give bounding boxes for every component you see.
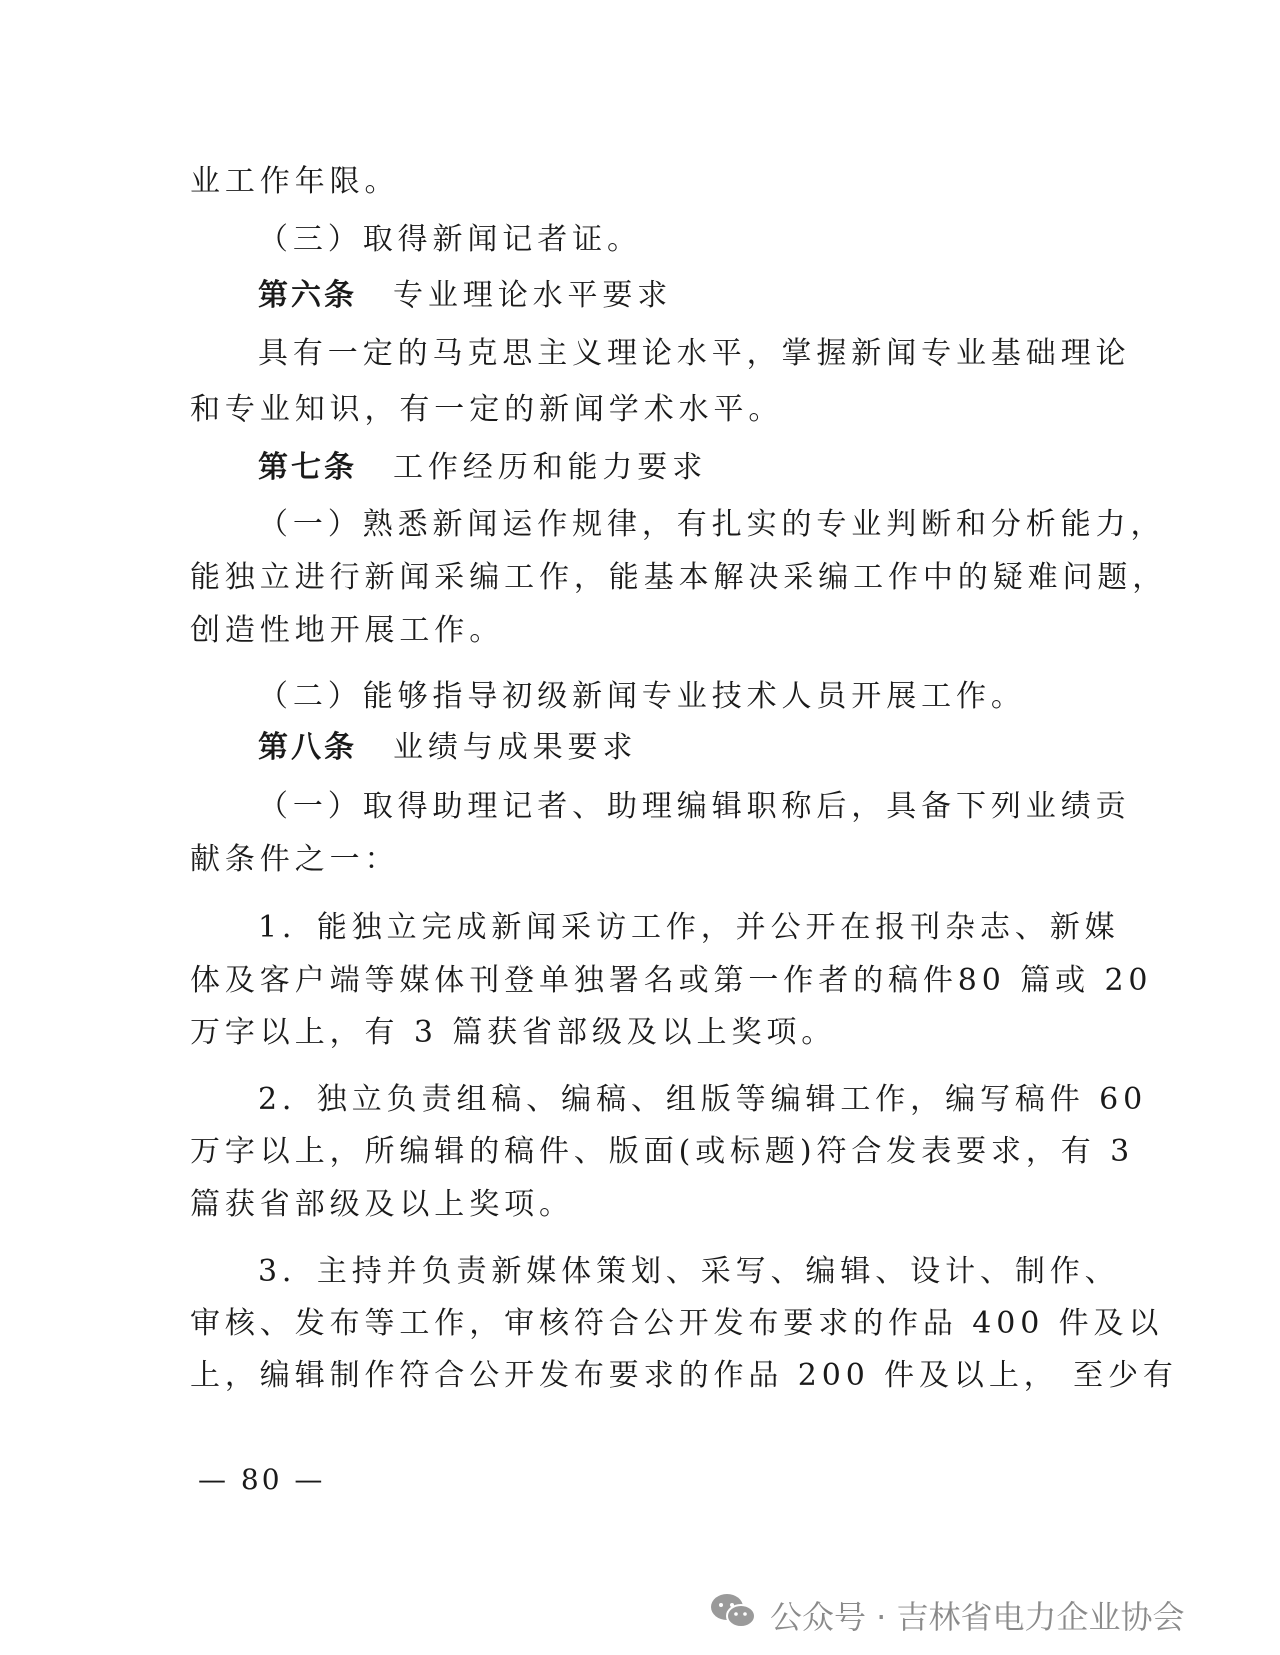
text-line: 万字以上，所编辑的稿件、版面(或标题)符合发表要求，有 3 (190, 1134, 1135, 1169)
text-line: （三）取得新闻记者证。 (258, 222, 642, 257)
text-line: 2．独立负责组稿、编稿、组版等编辑工作，编写稿件 60 (258, 1082, 1148, 1117)
text-line: 上，编辑制作符合公开发布要求的作品 200 件及以上， 至少有 (190, 1358, 1178, 1393)
article-heading (258, 276, 672, 316)
article-title: 专业理论水平要求 (393, 278, 673, 313)
text-line: 篇获省部级及以上奖项。 (190, 1187, 574, 1222)
text-line: 1．能独立完成新闻采访工作，并公开在报刊杂志、新媒 (258, 910, 1120, 945)
text-line: （二）能够指导初级新闻专业技术人员开展工作。 (258, 679, 1026, 714)
page-number: — 80 — (198, 1463, 326, 1496)
text-line: 审核、发布等工作，审核符合公开发布要求的作品 400 件及以 (190, 1306, 1164, 1341)
article-heading (258, 448, 707, 488)
text-line: 体及客户端等媒体刊登单独署名或第一作者的稿件80 篇或 20 (190, 963, 1153, 998)
text-line: 和专业知识，有一定的新闻学术水平。 (190, 392, 784, 427)
text-line: 能独立进行新闻采编工作，能基本解决采编工作中的疑难问题， (190, 560, 1168, 595)
watermark-text: 公众号 · 吉林省电力企业协会 (770, 1598, 1185, 1636)
wechat-icon (708, 1591, 770, 1639)
text-line: 业工作年限。 (190, 164, 400, 199)
text-line: （一）取得助理记者、助理编辑职称后，具备下列业绩贡 (258, 789, 1131, 824)
article-heading (258, 728, 637, 768)
article-title: 工作经历和能力要求 (393, 450, 708, 485)
text-line: 3．主持并负责新媒体策划、采写、编辑、设计、制作、 (258, 1254, 1120, 1289)
article-number: 第八条 (258, 730, 357, 765)
text-line: 献条件之一： (190, 842, 400, 877)
text-line: （一）熟悉新闻运作规律，有扎实的专业判断和分析能力， (258, 507, 1166, 542)
article-number: 第六条 (258, 278, 357, 313)
article-number: 第七条 (258, 450, 357, 485)
text-line: 万字以上，有 3 篇获省部级及以上奖项。 (190, 1015, 837, 1050)
text-line: 具有一定的马克思主义理论水平，掌握新闻专业基础理论 (258, 336, 1131, 371)
text-line: 创造性地开展工作。 (190, 613, 505, 648)
article-title: 业绩与成果要求 (393, 730, 638, 765)
watermark (708, 1593, 1185, 1637)
